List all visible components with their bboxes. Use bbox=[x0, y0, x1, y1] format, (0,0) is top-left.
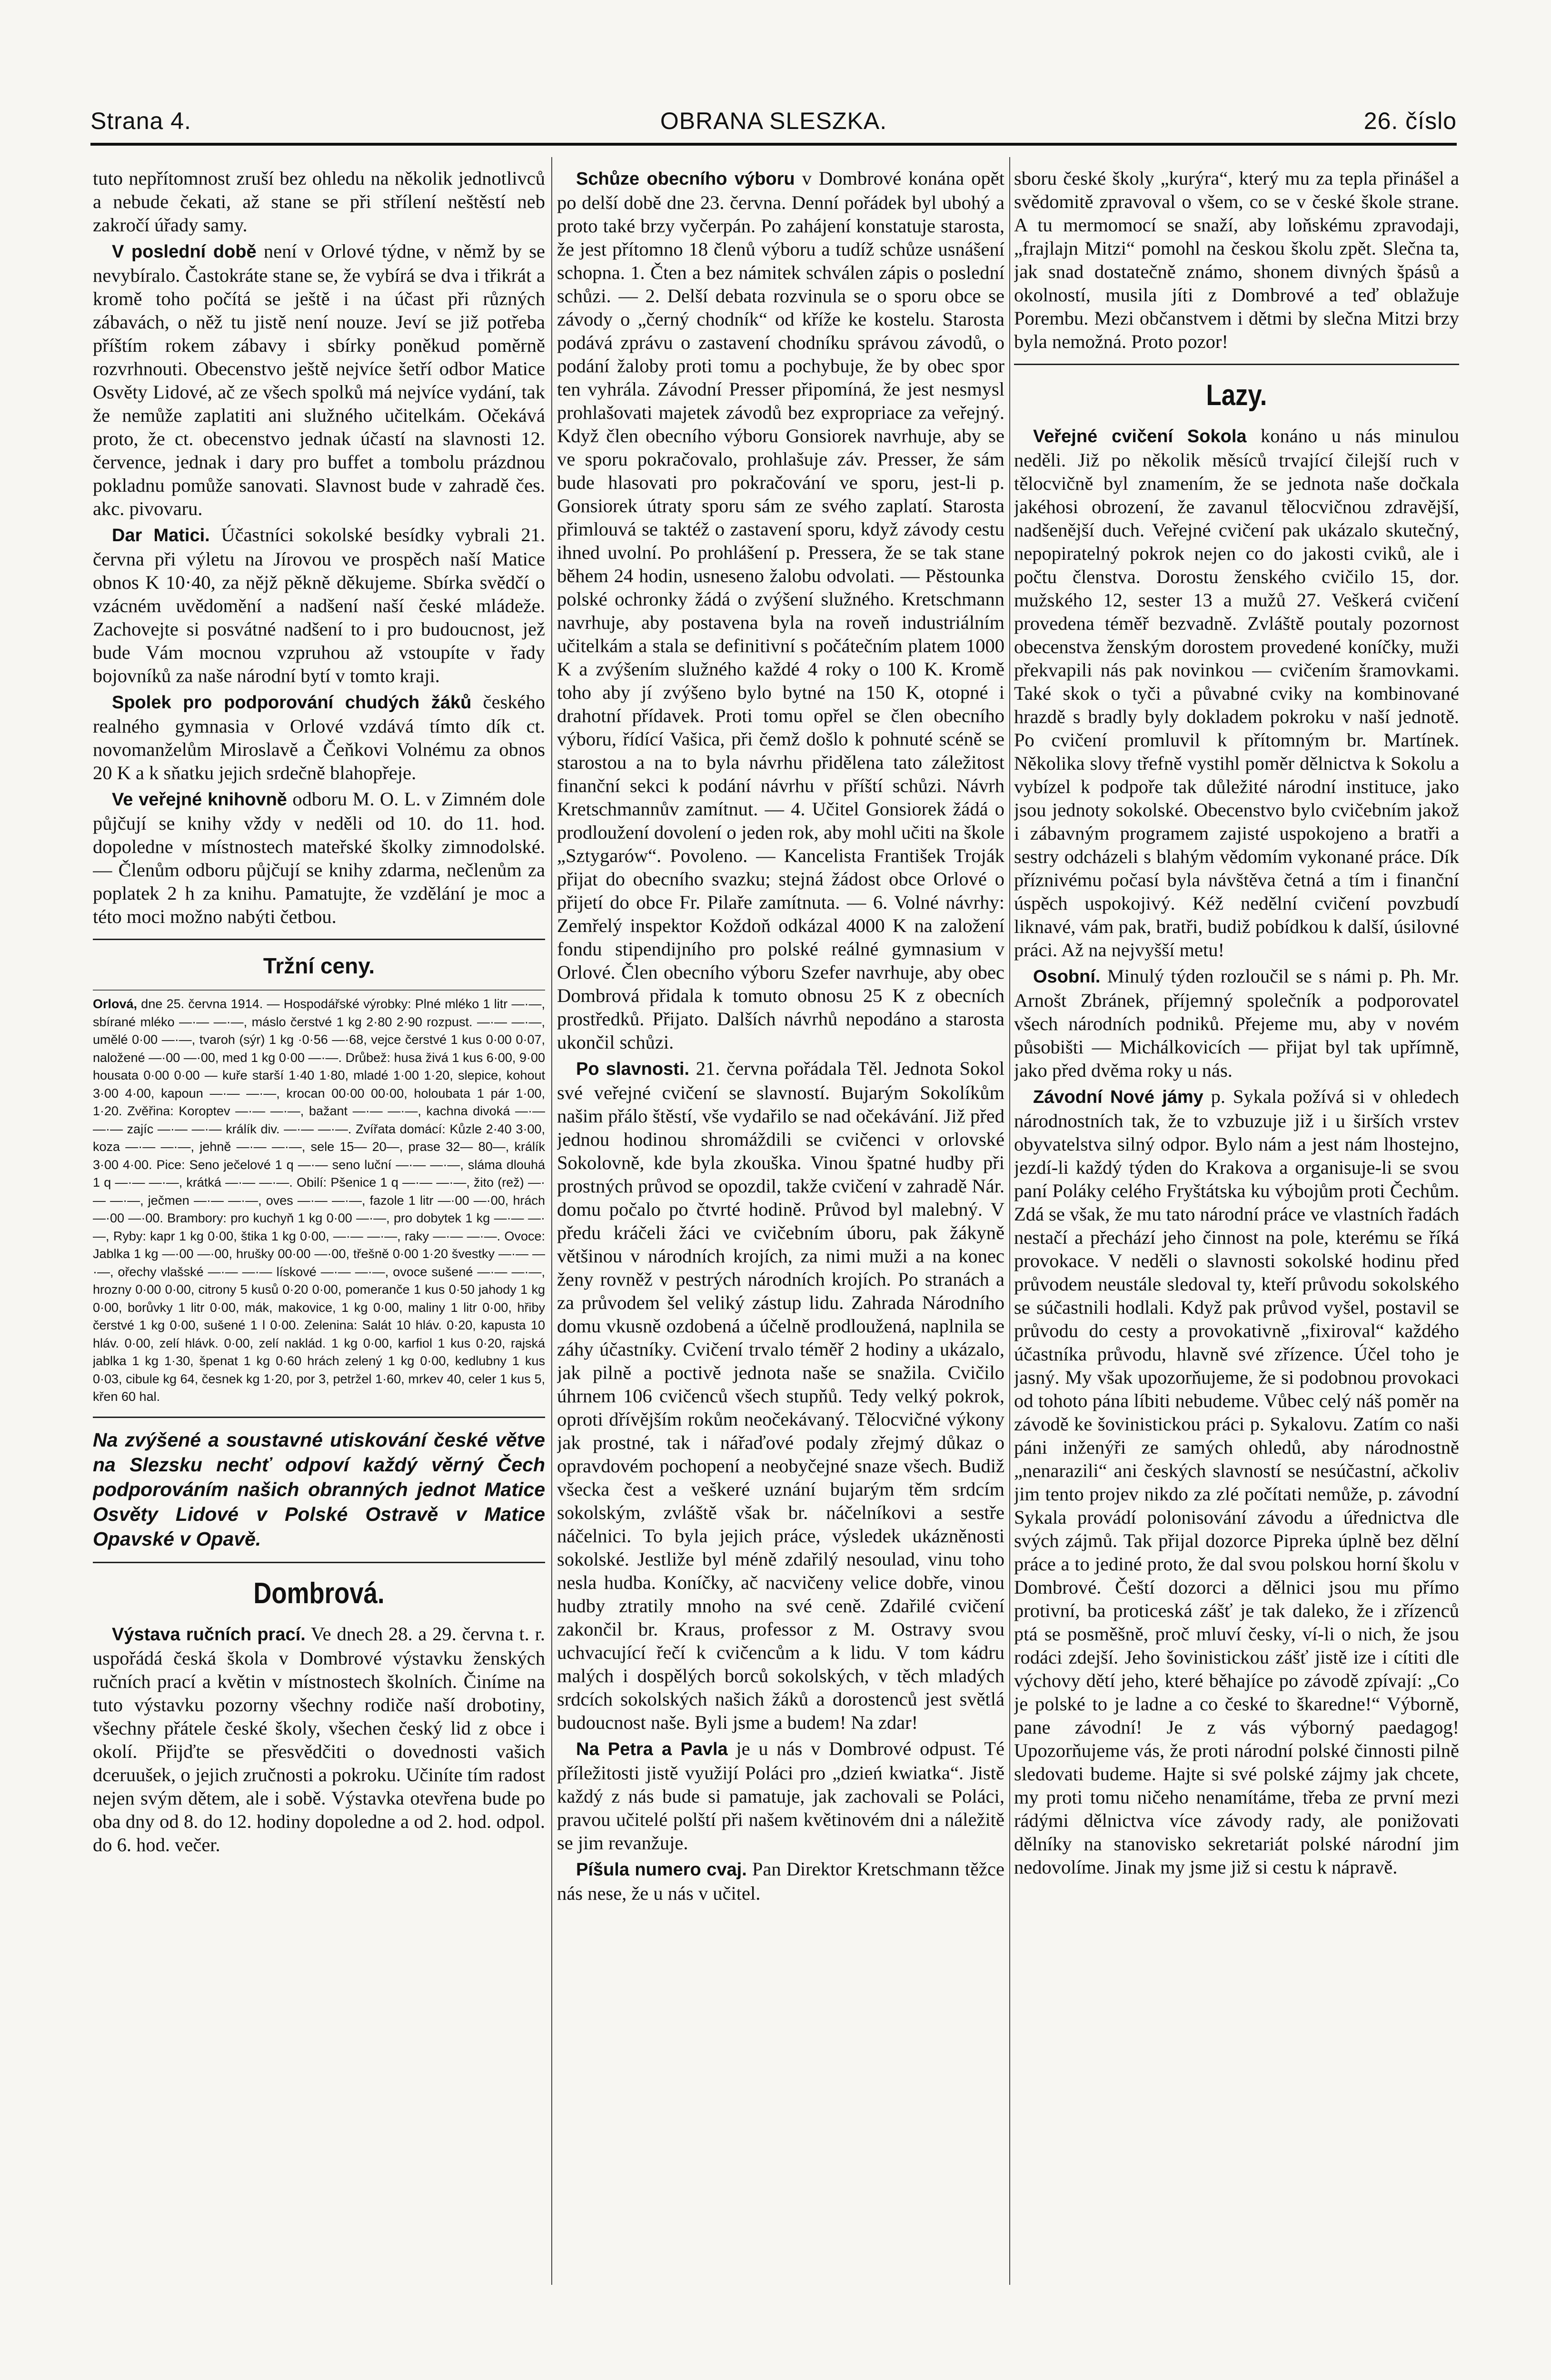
issue-number: 26. číslo bbox=[1363, 108, 1457, 134]
column-1 bbox=[93, 167, 545, 2280]
page-number: Strana 4. bbox=[90, 108, 191, 134]
column-divider bbox=[1009, 157, 1010, 2285]
article-poor-students: Spolek pro podporování chudých žáků českého realného gymnasia v Orlové vzdává tímto dík ct. novomanželům Miroslavě a Čeňkovi Volnému za obnos 20 K a k sňatku jejich srdečně blahopřeje. bbox=[93, 691, 545, 783]
article-lead: Osobní. bbox=[1033, 967, 1101, 987]
market-prices-list: Orlová, dne 25. června 1914. — Hospodářské výrobky: Plné mléko 1 litr —·—, sbírané mléko —·— —·—, máslo čerstvé 1 kg 2·80 2·90 rozpust. —·— —·—, umělé 0·00 —·—, tvaroh (sýr) 1 kg ·0·56 —·68, vejce čerstvé 1 kus 0·00 0·07, naložené —·00 —·00, med 1 kg 0·00 —·—. Drůbež: husa živá 1 kus 6·00, 9·00 housata 0·00 0·00 — kuře starší 1·40 1·80, mladé 1·00 1·20, slepice, kohout 3·00 4·00, kapoun —·— —·—, krocan 00·00 00·00, holoubata 1 pár 1·00, 1·20. Zvěřina: Koroptev —·— —·—, bažant —·— —·—, kachna divoká —·— —·— zajíc —·— —·— králík div. —·— —·—. Zvířata domácí: Kůzle 2·40 3·00, koza —·— —·—, jehně —·— —·—, sele 15— 20—, prase 32— 80—, králík 3·00 4·00. Pice: Seno ječelové 1 q —·— seno luční —·— —·—, sláma dlouhá 1 q —·— —·—, krátká —·— —·—. Obilí: Pšenice 1 q —·— —·—, žito (rež) —·— —·—, ječmen —·— —·—, oves —·— —·—, fazole 1 litr —·00 —·00, hrách —·00 —·00. Brambory: pro kuchyň 1 kg 0·00 —·—, pro dobytek 1 kg —·— —·—, Ryby: kapr 1 kg 0·00, štika 1 kg 0·00, —·— —·—, raky —·— —·—. Ovoce: Jablka 1 kg —·00 —·00, hrušky 00·00 —·00, třešně 0·00 1·20 švestky —·— —·—, ořechy vlašské —·— —·— lískové —·— —·—, ovoce sušené —·— —·—, hrozny 0·00 0·00, citrony 5 kusů 0·20 0·00, pomeranče 1 kus 0·50 jahody 1 kg 0·00, borůvky 1 litr 0·00, mák, makovice, 1 kg 0·00, maliny 1 litr 0·00, hřiby čerstvé 1 kg 0·00, sušené 1 l 0·00. Zelenina: Salát 10 hláv. 0·20, kapusta 10 hláv. 0·00, zelí hlávk. 0·00, zelí naklád. 1 kg 0·00, karfiol 1 kus 0·20, rajská jablka 1 kg 1·30, špenat 1 kg 0·60 hrách zelený 1 kg 0·00, kedlubny 1 kus 0·03, cibule kg 64, česnek kg 1·20, por 3, petržel 1·60, mrkev 40, celer 1 kus 5, křen 60 hal. bbox=[93, 997, 545, 1404]
article-continuation: tuto nepřítomnost zruší bez ohledu na několik jednotlivců a nebude čekati, až stane se při střílení neštěstí neb zakročí úřady samy. bbox=[93, 168, 545, 236]
section-divider bbox=[93, 1562, 545, 1563]
article-continuation: sboru české školy „kurýra“, který mu za tepla přinášel a svědomitě zpravoval o všem, co se v české škole strane. A tu mermomocí se snaží, aby loňskému zpravodaji, „frajlajn Mitzi“ pomohl na českou školu zpět. Slečna ta, jak snad dostatečně známo, shonem divných špásů a okolností, musila jíti z Dombrové a teď oblažuje Porembu. Mezi občanstvem i dětmi by slečna Mitzi brzy byla nemožná. Proto pozor! bbox=[1014, 168, 1459, 352]
article-lead: Píšula numero cvaj. bbox=[576, 1860, 747, 1880]
article-lead: Veřejné cvičení Sokola bbox=[1033, 426, 1247, 446]
article-lead: Spolek pro podporování chudých žáků bbox=[112, 693, 472, 713]
article-lead: Schůze obecního výboru bbox=[576, 169, 795, 189]
article-new-mine: Závodní Nové jámy p. Sykala požívá si v ohledech národnostních tak, že to vzbuzuje již i u širších vrstev obyvatelstva silný odpor. Bylo nám a jest nám lhostejno, jezdí-li každý týden do Krakova a organisuje-li se svou paní Poláky celého Fryštátska ku výbojům proti Čechům. Zdá se však, že mu tato národní práce ve vlastních řadách nestačí a přechází jeho činnost na pole, kterému se říká provokace. V neděli o slavnosti sokolské hodinu před průvodem neustále sledoval ty, kteří průvodu sokolského se súčastnili hodlali. Když pak průvod vyšel, postavil se průvodu do cesty a provokativně „fixiroval“ každého účastníka průvodu, hlavně své zřízence. Účel toho je jasný. My však upozorňujeme, že si podobnou provokaci od tohoto pána líbiti nebudeme. Vůbec celý náš poměr na závodě ke šovinistickou práci p. Sykalovu. Zatím co naši páni inženýři ze samých ohledů, aby národnostně „nenarazili“ ani českých slavností se nesúčastní, ačkoliv jim tento projev nikdo za zlé počítati nemůže, p. závodní Sykala provádí polonisování závodu a úřednictva dle svých zájmů. Tak přijal dozorce Pipreka úplně bez dělní práce a to jediné proto, že dal svou polskou horní školu v Dombrové. Čeští dozorci a dělnici jsou mu přímo protivní, ba proticeská zášť je tak daleko, že i zřízenců ptá se posměšně, proč mluví česky, ví-li o nich, že jsou rodáci zdejší. Jeho šovinistickou zášť jistě ize i cítiti dle výchovy dětí jeho, které běhajíce po závodě zpívají: „Co je polské to je ladne a co české to škaredne!“ Výborně, pane závodní! Je z vás výborný paedagog! Upozorňujeme vás, že proti národní polské činnosti pilně sledovati budeme. Hajte si své polské zájmy jak chcete, my proti tomu ničeho nenamítáme, třeba ze první mezi rádými dělnictva více závody rady, ale ponižovati dělníky na stanovisko sekretariát polské národní jim nedovolíme. Jinak my jsme již si cestu k nápravě. bbox=[1014, 1086, 1459, 1878]
article-lead: Na Petra a Pavla bbox=[576, 1739, 728, 1759]
article-fundraising: V poslední době není v Orlové týdne, v němž by se nevybíralo. Častokráte stane se, že vybírá se dva i třikrát a kromě toho počítá se ještě i na účast při různých zábavách, o něž tu jistě není nouze. Jeví se již potřeba příštím rokem zábavy i sbírky poněkud poměrně rozvrhnouti. Obecenstvo ještě nejvíce šetří odbor Matice Osvěty Lidové, ač ze všech spolků má nejvíce vydání, tak že nemůže zaplatiti ani služného učitelkám. Očekává proto, že ct. obecenstvo jednak účastí na slavnosti 12. července, jednak i dary pro buffet a tombolu prázdnou pokladnu pomůže sanovati. Slavnost bude v zahradě čes. akc. pivovaru. bbox=[93, 240, 545, 519]
article-lead: Po slavnosti. bbox=[576, 1059, 690, 1079]
newspaper-title: OBRANA SLESZKA. bbox=[660, 108, 887, 134]
article-lead: V poslední době bbox=[112, 242, 257, 262]
article-lead: Závodní Nové jámy bbox=[1033, 1087, 1203, 1107]
article-sokol-exercise: Veřejné cvičení Sokola konáno u nás minulou neděli. Již po několik měsíců trvající čilejší ruch v tělocvičně byl znamením, že se jednota naše dočkala jakéhosi obrození, že zavanul tělocvičnou zdravější, nadšenější duch. Veřejné cvičení pak ukázalo skutečný, nepopiratelný pokrok nejen co do jakosti cviků, ale i počtu členstva. Dorostu ženského cvičilo 15, dor. mužského 12, sester 13 a mužů 27. Veškerá cvičení provedena téměř bezvadně. Zvláště poutaly pozornost obecenstva ženským dorostem provedené koníčky, muži překvapili nás pak novinkou — cvičením šramovkami. Také skok o tyči a půvabné cviky na kombinované hrazdě s bradly byly dokladem pokroku v naší jednotě. Po cvičení promluvil k přítomným br. Martínek. Několika slovy třefně vystihl poměr dělnictva k Sokolu a vybízel k podpoře tak důležité národní instituce, jako jsou jednoty sokolské. Obecenstvo bylo cvičebním jakož i zábavným programem zajisté uspokojeno a bratři a sestry odcházeli s blahým vědomím vykonané práce. Dík příznivému počasí byla návštěva četná a tím i finanční úspěch uspokojivý. Kéž nedělní cvičení povzbudí liknavé, vám pak, bratři, budiž pobídkou k další, úsilovné práci. Až na nejvyšší metu! bbox=[1014, 425, 1459, 961]
article-exhibition: Výstava ručních prací. Ve dnech 28. a 29. června t. r. uspořádá česká škola v Dombrové výstavku ženských ručních prací a květin v místnostech školních. Činíme na tuto výstavku pozorny všechny rodiče naší drobotiny, všechny přátele české školy, všechen český lid z obce i okolí. Přijďte se přesvědčiti o dovednosti vašich dceruušek, o jejich zručnosti a pokroku. Učiníte tím radost nejen svým dětem, ale i sobě. Výstavka otevřena bude po oba dny od 8. do 12. hodiny dopoledne a od 2. hod. odpol. do 6. hod. večer. bbox=[93, 1623, 545, 1855]
section-title-dombrova: Dombrová. bbox=[253, 1577, 385, 1610]
section-title-lazy: Lazy. bbox=[1206, 379, 1267, 412]
article-lead: Výstava ručních prací. bbox=[112, 1624, 306, 1645]
section-divider bbox=[93, 939, 545, 940]
header-rule bbox=[90, 143, 1457, 146]
section-divider bbox=[93, 990, 545, 991]
appeal-notice: Na zvýšené a soustavné utiskování české větve na Slezsku nechť odpoví každý věrný Čech podporováním našich obranných jednot Matice Osvěty Lidové v Polské Ostravě v Matice Opavské v Opavě. bbox=[93, 1428, 545, 1550]
article-peter-paul: Na Petra a Pavla je u nás v Dombrové odpust. Té příležitosti jistě využijí Poláci pro „dzień kwiatka“. Jistě každý z nás bude si pamatuje, jak zachovali se Poláci, pravou učitelé polští při našem květinovém dni a náležitě se jim revanžuje. bbox=[557, 1738, 1004, 1854]
column-2 bbox=[557, 167, 1004, 2280]
page-header bbox=[90, 107, 1457, 155]
article-after-celebration: Po slavnosti. 21. června pořádala Těl. Jednota Sokol své veřejné cvičení se slavností. Bujarým Sokolíkům našim přálo štěstí, vše vydařilo se nad očekávání. Již před jednou hodinou shromáždili se cvičenci v orlovské Sokolovně, kde byla zkouška. Vinou špatné hudby při prostných průvod se opozdil, takže cvičení v zahradě Nár. domu počalo po čtvrté hodině. Průvod byl malebný. V předu kráčeli žáci ve cvičebním úboru, pak žákyně většinou v národních krojích, za nimi muži a na konec ženy rovněž v pestrých národních krojích. Po stranách a za průvodem šel veliký zástup lidu. Zahrada Národního domu vkusně ozdobená a účelně prodloužená, naplnila se záhy účastníky. Cvičení trvalo téměř 2 hodiny a ukázalo, jak pilně a poctivě jednota naše se snažila. Cvičilo úhrnem 106 cvičenců všech stupňů. Tedy velký pokrok, oproti dřívějším rokům neočekávaný. Tělocvičné výkony jak prostné, tak i nářaďové podaly zřejmý důkaz o opravdovém pochopení a neobyčejné snaze všech. Budiž všecka čest a veškeré uznání bujarým těm srdcím sokolským, zvláště však br. náčelníkovi a sestře náčelnici. To byla jejich práce, výsledek ukázněnosti sokolské. Jestliže byl méně zdařilý nesoulad, vinu toho nesla hudba. Koníčky, ač nacvičeny velice dobře, vinou hudby ztratily mnoho na své ceně. Zdařilé cvičení zakončil br. Kraus, professor z M. Ostravy svou uchvacující řečí k cvičencům a k lidu. V tom kádru malých i dospělých borců sokolských, v těch mladých srdcích sokolských našich žáků a dorostenců jest světlá budoucnost naše. Byli jsme a budem! Na zdar! bbox=[557, 1058, 1004, 1733]
article-gift-matice: Dar Matici. Účastníci sokolské besídky vybrali 21. června při výletu na Jírovou ve prospěch naší Matice obnos K 10·40, za nějž pěkně děkujeme. Sbírka svědčí o vzácném uvědomění a nadšení naší české mládeže. Zachovejte si posvátné nadšení to i pro budoucnost, jež bude Vám mocnou vzpruhou až vstoupíte v řady bojovníků za naše národní bytí v tomto kraji. bbox=[93, 524, 545, 686]
article-council-meeting: Schůze obecního výboru v Dombrové konána opět po delší době dne 23. června. Denní pořádek byl ubohý a proto také brzy vyčerpán. Po zahájení konstatuje starosta, že jest přítomno 18 členů výboru a tudíž schůze usnášení schopna. 1. Čten a bez námitek schválen zápis o poslední schůzi. — 2. Delší debata rozvinula se o sporu obce se závody o „černý chodník“ od kříže ke kostelu. Starosta podává zprávu o zastavení chodníku správou závodů, o podání žaloby proti tomu a pochybuje, že by obec spor ten vyhrála. Závodní Presser připomíná, že jest nesmysl prohlašovati majetek závodů bez expropriace za veřejný. Když člen obecního výboru Gonsiorek navrhuje, aby se ve sporu pokračovalo, prohlašuje záv. Presser, že sám bude hlasovati pro pokračování ve sporu, jest-li p. Gonsiorek útraty sporu sám ze svého zaplatí. Starosta přimlouvá se taktéž o zastavení sporu, když závody cestu ihned uvolní. Po prohlášení p. Pressera, že se tak stane během 24 hodin, usneseno žalobu odvolati. — Pěstounka polské ochronky žádá o zvýšení služného. Kretschmann navrhuje, aby postavena byla na roveň industriálním učitelkám a stala se definitivní s počátečním platem 1000 K a zvýšením služného každé 4 roky o 100 K. Kromě toho aby jí zvýšeno bylo bytné na 150 K, otopné i drahotní přídavek. Proti tomu opřel se člen obecního výboru, řídící Vašica, při čemž došlo k pohnuté scéně se starostou a na to byla návrhu přidělena tato záležitost finanční sekci k podání návrhu v příští schůzi. Návrh Kretschmannův zamítnut. — 4. Učitel Gonsiorek žádá o prodloužení dovolení o jeden rok, aby mohl učiti na škole „Sztygarów“. Povoleno. — Kancelista František Troják přijat do obecního svazku; stejná žádost obce Orlové o přijetí do obce Fr. Pilaře zamítnuta. — 6. Volné návrhy: Zemřelý inspektor Koždoň odkázal 4000 K na založení fondu stipendijního pro polské reálné gymnasium v Orlové. Člen obecního výboru Szefer navrhuje, aby obec Dombrová přidala k tomuto obnosu 25 K z obecních prostředků. Přijato. Dalších návrhů nepodáno a starosta ukončil schůzi. bbox=[557, 168, 1004, 1053]
market-prices-title: Tržní ceny. bbox=[263, 953, 375, 978]
article-lead: Ve veřejné knihovně bbox=[112, 790, 287, 810]
article-personal: Osobní. Minulý týden rozloučil se s námi p. Ph. Mr. Arnošt Zbránek, příjemný společník a podporovatel všech národních podniků. Přejeme mu, aby v novém působišti — Michálkovicích — přijat byl tak upřímně, jako před dvěma roky u nás. bbox=[1014, 965, 1459, 1081]
section-divider bbox=[93, 1417, 545, 1418]
column-3 bbox=[1014, 167, 1459, 2280]
section-divider bbox=[1014, 364, 1459, 365]
article-lead: Orlová, bbox=[93, 997, 138, 1011]
article-lead: Dar Matici. bbox=[112, 526, 210, 545]
column-divider bbox=[551, 157, 552, 2285]
article-library: Ve veřejné knihovně odboru M. O. L. v Zimném dole půjčují se knihy vždy v neděli od 10. do 11. hod. dopoledne v místnostech mateřské školky zimnodolské. — Členům odboru půjčují se knihy zdarma, nečlenům za poplatek 2 h za knihu. Pamatujte, že vzdělání je moc a této moci možno nabýti četbou. bbox=[93, 788, 545, 927]
article-pisula: Píšula numero cvaj. Pan Direktor Kretschmann těžce nás nese, že u nás v učitel. bbox=[557, 1858, 1004, 1904]
